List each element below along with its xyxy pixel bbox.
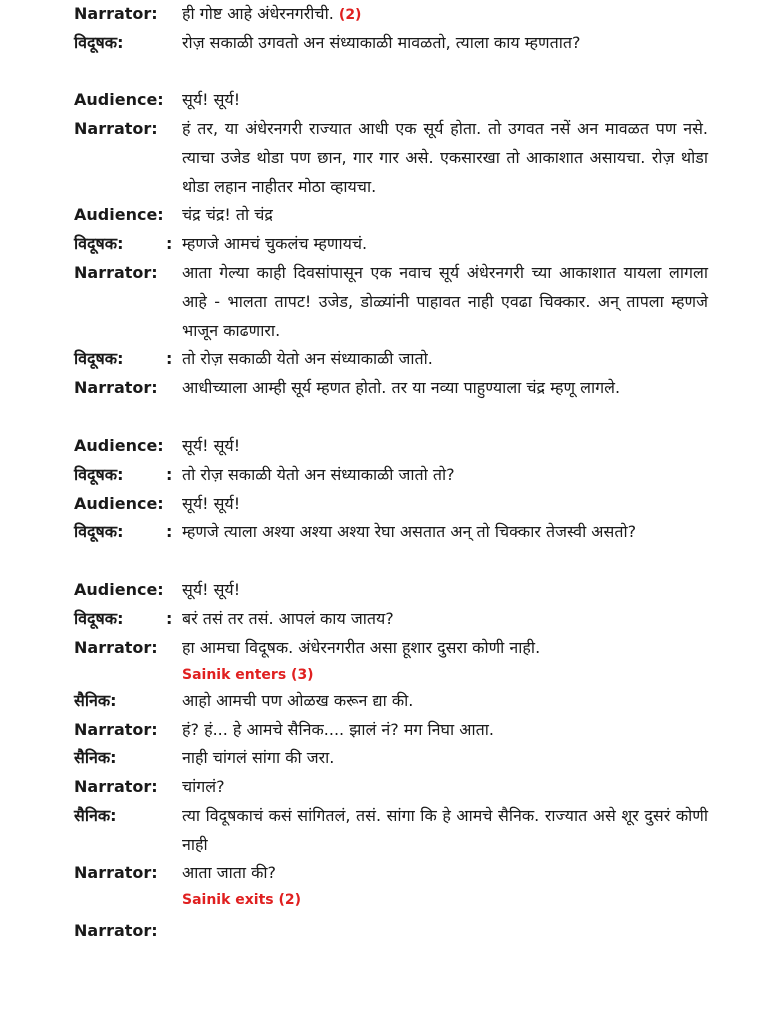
script-line: [74, 86, 708, 115]
script-line: [74, 634, 708, 663]
dialogue-text: हं तर, या अंधेरनगरी राज्यात आधी एक सूर्य होता. तो उगवत नसें अन मावळत पण नसे. त्याचा उजेड थोडा पण छान, गार गार असे. एकसारखा तो आकाशात असायचा. रोज़ थोडा थोडा लहान नाहीतर मोठा व्हायचा.: [182, 119, 708, 196]
speaker-label: Audience:: [74, 580, 164, 599]
dialogue-text: हा आमचा विदूषक. अंधेरनगरीत असा हूशार दुसरा कोणी नाही.: [182, 638, 541, 657]
speaker-label: विदूषक:: [74, 33, 124, 52]
dialogue-text: चंद्र चंद्र! तो चंद्र: [182, 205, 273, 224]
speaker-label: विदूषक:: [74, 522, 124, 541]
dialogue-text: आधीच्याला आम्ही सूर्य म्हणत होतो. तर या नव्या पाहुण्याला चंद्र म्हणू लागले.: [182, 378, 621, 397]
speaker-label: Narrator:: [74, 119, 158, 138]
dialogue-text: सूर्य! सूर्य!: [182, 580, 241, 599]
speaker-label: सैनिक:: [74, 691, 117, 710]
script-line: [74, 917, 708, 946]
dialogue-text: तो रोज़ सकाळी येतो अन संध्याकाळी जातो.: [182, 349, 433, 368]
speaker-colon: :: [166, 609, 173, 628]
speaker-label: Narrator:: [74, 720, 158, 739]
script-line: [74, 576, 708, 605]
speaker-label: Audience:: [74, 205, 164, 224]
dialogue-text-body: ही गोष्ट आहे अंधेरनगरीची.: [182, 4, 334, 23]
dialogue-text: [182, 0, 708, 30]
speaker-label: विदूषक:: [74, 349, 124, 368]
dialogue-text: सूर्य! सूर्य!: [182, 90, 241, 109]
speaker-label: विदूषक:: [74, 465, 124, 484]
dialogue-text: आहो आमची पण ओळख करून द्या की.: [182, 691, 414, 710]
speaker-label: Narrator:: [74, 777, 158, 796]
script-line: [74, 773, 708, 802]
speaker-colon: :: [166, 349, 173, 368]
script-line: [74, 490, 708, 519]
script-line: [74, 605, 708, 634]
script-line: [74, 859, 708, 888]
speaker-colon: :: [166, 465, 173, 484]
dialogue-text: आता जाता की?: [182, 863, 276, 882]
dialogue-text: तो रोज़ सकाळी येतो अन संध्याकाळी जातो तो?: [182, 465, 455, 484]
script-line: [74, 518, 708, 547]
script-line: [74, 0, 708, 30]
dialogue-text: चांगलं?: [182, 777, 225, 796]
dialogue-text: म्हणजे त्याला अश्या अश्या अश्या रेघा असतात अन् तो चिक्कार तेजस्वी असतो?: [182, 522, 637, 541]
speaker-label: सैनिक:: [74, 806, 117, 825]
speaker-label: Audience:: [74, 436, 164, 455]
dialogue-text: सूर्य! सूर्य!: [182, 436, 241, 455]
dialogue-text: नाही चांगलं सांगा की जरा.: [182, 748, 335, 767]
script-line: [74, 345, 708, 374]
speaker-label: Narrator:: [74, 863, 158, 882]
dialogue-text: म्हणजे आमचं चुकलंच म्हणायचं.: [182, 234, 368, 253]
script-line: [74, 802, 708, 860]
dialogue-text: हं? हं... हे आमचे सैनिक.... झालं नं? मग निघा आता.: [182, 720, 494, 739]
dialogue-text: आता गेल्या काही दिवसांपासून एक नवाच सूर्य अंधेरनगरी च्या आकाशात यायला लागला आहे - भालता तापट! उजेड, डोळ्यांनी पाहावत नाही एवढा चिक्कार. अन् तापला म्हणजे भाजून काढणारा.: [182, 263, 708, 340]
stage-direction: Sainik enters (3): [182, 667, 314, 683]
speaker-label: सैनिक:: [74, 748, 117, 767]
script-line: [74, 687, 708, 716]
script-line: [74, 744, 708, 773]
script-line: [74, 29, 708, 58]
speaker-colon: :: [166, 234, 173, 253]
speaker-label: Audience:: [74, 494, 164, 513]
speaker-label: Audience:: [74, 90, 164, 109]
speaker-label: Narrator:: [74, 378, 158, 397]
script-line: [74, 716, 708, 745]
speaker-label: Narrator:: [74, 921, 158, 940]
speaker-label: विदूषक:: [74, 234, 124, 253]
script-line: [74, 115, 708, 201]
dialogue-text: रोज़ सकाळी उगवतो अन संध्याकाळी मावळतो, त्याला काय म्हणतात?: [182, 33, 581, 52]
stage-direction: Sainik exits (2): [182, 892, 302, 908]
speaker-colon: :: [166, 522, 173, 541]
script-line: [74, 201, 708, 230]
script-line: [74, 230, 708, 259]
dialogue-text: सूर्य! सूर्य!: [182, 494, 241, 513]
script-line: [74, 432, 708, 461]
dialogue-text: त्या विदूषकाचं कसं सांगितलं, तसं. सांगा कि हे आमचे सैनिक. राज्यात असे शूर दुसरं कोणी नाही: [182, 806, 708, 854]
script-line: [74, 259, 708, 345]
speaker-label: Narrator:: [74, 638, 158, 657]
speaker-label: Narrator:: [74, 4, 158, 23]
script-line: [74, 374, 708, 403]
speaker-label: Narrator:: [74, 263, 158, 282]
script-line: [74, 461, 708, 490]
dialogue-text: बरं तसं तर तसं. आपलं काय जातय?: [182, 609, 394, 628]
sound-cue: (2): [338, 7, 362, 23]
speaker-label: विदूषक:: [74, 609, 124, 628]
